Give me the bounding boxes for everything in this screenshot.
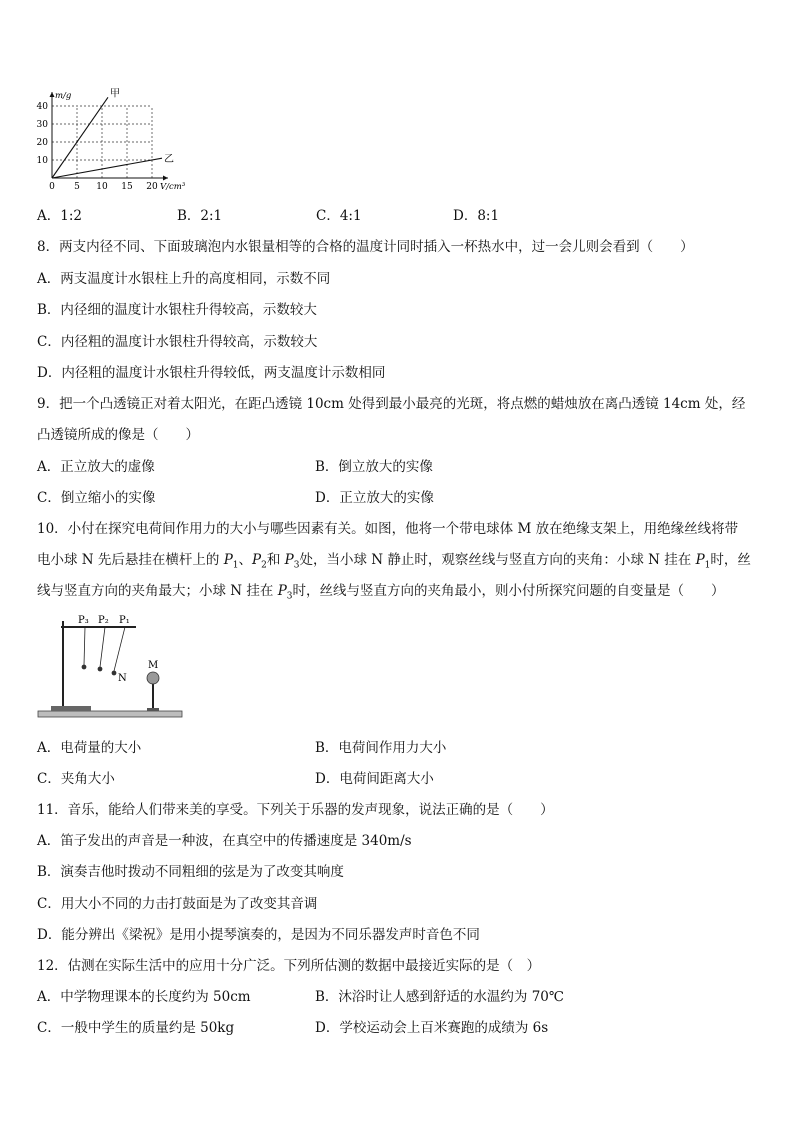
sphere-m xyxy=(147,672,159,684)
ball-n-p3 xyxy=(82,665,87,670)
x-tick-label-20: 20 xyxy=(146,182,158,192)
q10-option-a: A．电荷量的大小 xyxy=(37,740,142,756)
x-tick-label-0: 0 xyxy=(49,182,55,192)
label-n: N xyxy=(118,673,127,684)
q9-option-a: A．正立放大的虚像 xyxy=(37,459,155,475)
q12-option-c: C．一般中学生的质量约是 50kg xyxy=(37,1020,235,1036)
chart-grid xyxy=(52,106,152,178)
thread-p2 xyxy=(100,627,105,667)
label-m: M xyxy=(148,660,159,671)
q11-option-b: B．演奏吉他时拨动不同粗细的弦是为了改变其响度 xyxy=(37,864,344,880)
stand-base xyxy=(51,706,91,711)
q12-option-d: D．学校运动会上百米赛跑的成绩为 6s xyxy=(315,1020,549,1036)
mass-volume-chart xyxy=(32,88,192,193)
q10-stem-line3: 线与竖直方向的夹角最大；小球 N 挂在 $P_3$时，丝线与竖直方向的夹角最小，则小付所探究问题的自变量是（ ） xyxy=(37,583,725,602)
label-p3: P₃ xyxy=(78,615,89,626)
x-tick-label-10: 10 xyxy=(96,182,108,192)
q7-option-d: D．8:1 xyxy=(453,208,500,224)
x-axis-arrow xyxy=(163,176,168,181)
q9-option-d: D．正立放大的实像 xyxy=(315,490,434,506)
q8-option-d: D．内径粗的温度计水银柱升得较低，两支温度计示数相同 xyxy=(37,365,386,381)
q9-option-c: C．倒立缩小的实像 xyxy=(37,490,156,506)
q7-option-c: C．4:1 xyxy=(316,208,362,224)
thread-p3 xyxy=(84,627,85,665)
series-line-1 xyxy=(52,158,162,178)
y-tick-label-20: 20 xyxy=(36,138,48,148)
q12-option-b: B．沐浴时让人感到舒适的水温约为 70℃ xyxy=(315,989,564,1005)
q8-option-a: A．两支温度计水银柱上升的高度相同，示数不同 xyxy=(37,271,331,287)
q10-option-d: D．电荷间距离大小 xyxy=(315,771,434,787)
electrostatic-apparatus-figure xyxy=(36,609,186,721)
series-label-1: 乙 xyxy=(164,154,174,166)
q10-stem-line2: 电小球 N 先后悬挂在横杆上的 $P_1$、$P_2$和 $P_3$处，当小球 N 静止时，观察丝线与竖直方向的夹角：小球 N 挂在 $P_1$时，丝 xyxy=(37,552,751,571)
q10-option-b: B．电荷间作用力大小 xyxy=(315,740,447,756)
label-p1: P₁ xyxy=(119,615,130,626)
y-axis-label: m/g xyxy=(55,91,72,101)
q11-option-a: A．笛子发出的声音是一种波，在真空中的传播速度是 340m/s xyxy=(37,833,412,849)
y-tick-label-10: 10 xyxy=(36,156,48,166)
q8-option-b: B．内径细的温度计水银柱升得较高，示数较大 xyxy=(37,302,317,318)
q10-stem-line1: 10．小付在探究电荷间作用力的大小与哪些因素有关。如图，他将一个带电球体 M 放在绝缘支架上，用绝缘丝线将带 xyxy=(37,521,739,537)
q8-option-c: C．内径粗的温度计水银柱升得较高，示数较大 xyxy=(37,334,318,350)
chart-axes xyxy=(50,92,169,181)
q11-stem: 11．音乐，能给人们带来美的享受。下列关于乐器的发声现象，说法正确的是（ ） xyxy=(37,802,554,818)
x-tick-label-5: 5 xyxy=(74,182,80,192)
series-label-0: 甲 xyxy=(110,88,120,100)
insulator-base xyxy=(147,708,159,711)
q7-option-a: A．1:2 xyxy=(37,208,82,224)
q10-option-c: C．夹角大小 xyxy=(37,771,115,787)
q8-stem: 8．两支内径不同、下面玻璃泡内水银量相等的合格的温度计同时插入一杯热水中，过一会儿则会看到（ ） xyxy=(37,239,694,255)
ball-n-p1 xyxy=(112,671,117,676)
x-axis-label: V/cm³ xyxy=(160,182,186,192)
x-tick-label-15: 15 xyxy=(121,182,133,192)
q11-option-d: D．能分辨出《梁祝》是用小提琴演奏的，是因为不同乐器发声时音色不同 xyxy=(37,927,480,943)
chart-series xyxy=(52,97,162,178)
table-surface xyxy=(38,711,182,717)
q9-option-b: B．倒立放大的实像 xyxy=(315,459,433,475)
y-tick-label-30: 30 xyxy=(36,120,48,130)
q12-option-a: A．中学物理课本的长度约为 50cm xyxy=(37,989,251,1005)
thread-p1 xyxy=(114,627,125,671)
q9-stem-line2: 凸透镜所成的像是（ ） xyxy=(37,427,199,443)
ball-n-p2 xyxy=(98,667,103,672)
y-tick-label-40: 40 xyxy=(36,102,48,112)
q11-option-c: C．用大小不同的力击打鼓面是为了改变其音调 xyxy=(37,896,318,912)
series-line-0 xyxy=(52,97,108,178)
q9-stem-line1: 9．把一个凸透镜正对着太阳光，在距凸透镜 10cm 处得到最小最亮的光斑，将点燃的蜡烛放在离凸透镜 14cm 处，经 xyxy=(37,396,746,412)
q12-stem: 12．估测在实际生活中的应用十分广泛。下列所估测的数据中最接近实际的是（ ） xyxy=(37,958,541,974)
y-axis-arrow xyxy=(50,92,55,97)
label-p2: P₂ xyxy=(98,615,109,626)
q7-option-b: B．2:1 xyxy=(177,208,223,224)
